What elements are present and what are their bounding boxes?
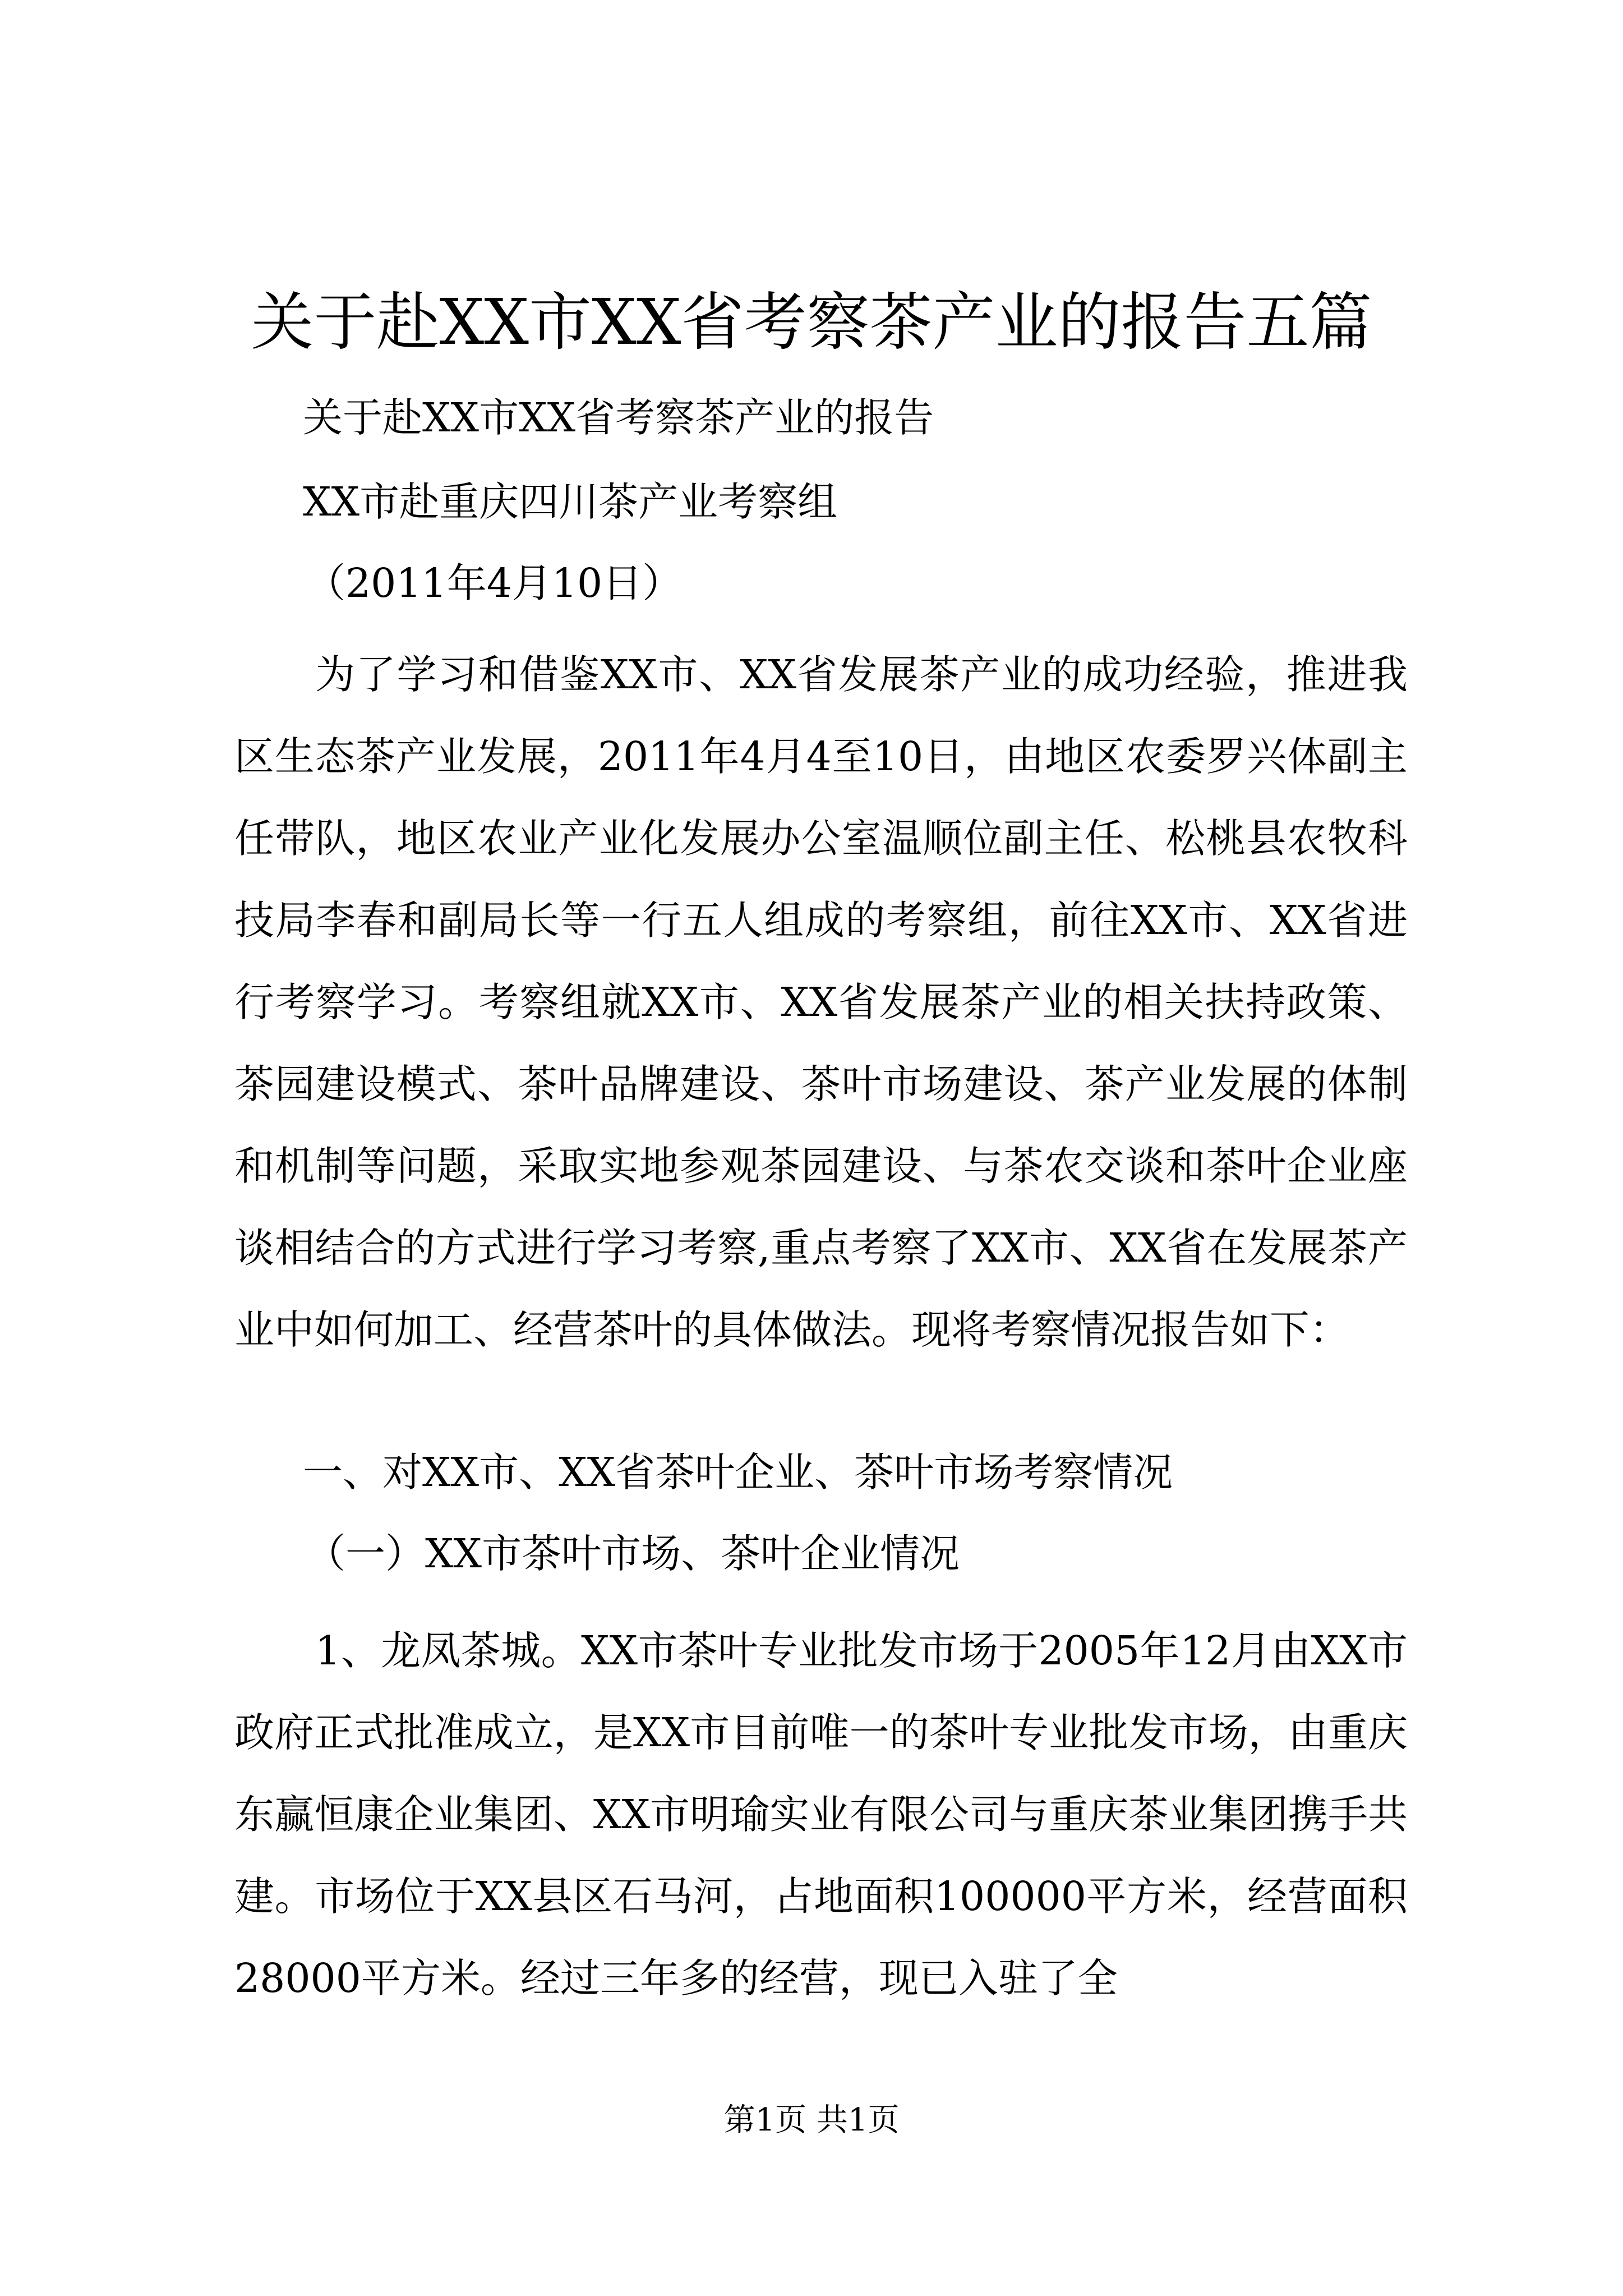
body-paragraph-longfeng: 1、龙凤茶城。XX市茶叶专业批发市场于2005年12月由XX市政府正式批准成立，是XX市目前唯一的茶叶专业批发市场，由重庆东赢恒康企业集团、XX市明瑜实业有限公司与重庆茶业集团携手共建。市场位于XX县区石马河，占地面积100000平方米，经营面积28000平方米。经过三年多的经营，现已入驻了全 <box>234 1627 1408 2001</box>
section-heading-1: 一、对XX市、XX省茶叶企业、茶叶市场考察情况 <box>303 1449 1173 1496</box>
page-footer: 第1页 共1页 <box>723 2102 900 2138</box>
body-paragraph-intro: 为了学习和借鉴XX市、XX省发展茶产业的成功经验，推进我区生态茶产业发展，2011年4月4至10日，由地区农委罗兴体副主任带队，地区农业产业化发展办公室温顺位副主任、松桃县农牧科技局李春和副局长等一行五人组成的考察组，前往XX市、XX省进行考察学习。考察组就XX市、XX省发展茶产业的相关扶持政策、茶园建设模式、茶叶品牌建设、茶叶市场建设、茶产业发展的体制和机制等问题，采取实地参观茶园建设、与茶农交谈和茶叶企业座谈相结合的方式进行学习考察,重点考察了XX市、XX省在发展茶产业中如何加工、经营茶叶的具体做法。现将考察情况报告如下： <box>234 651 1408 1353</box>
report-subtitle: 关于赴XX市XX省考察茶产业的报告 <box>303 394 934 441</box>
document-title: 关于赴XX市XX省考察茶产业的报告五篇 <box>251 286 1372 359</box>
report-date: （2011年4月10日） <box>306 560 683 606</box>
report-author: XX市赴重庆四川茶产业考察组 <box>303 478 838 525</box>
section-heading-2: （一）XX市茶叶市场、茶叶企业情况 <box>306 1530 960 1577</box>
